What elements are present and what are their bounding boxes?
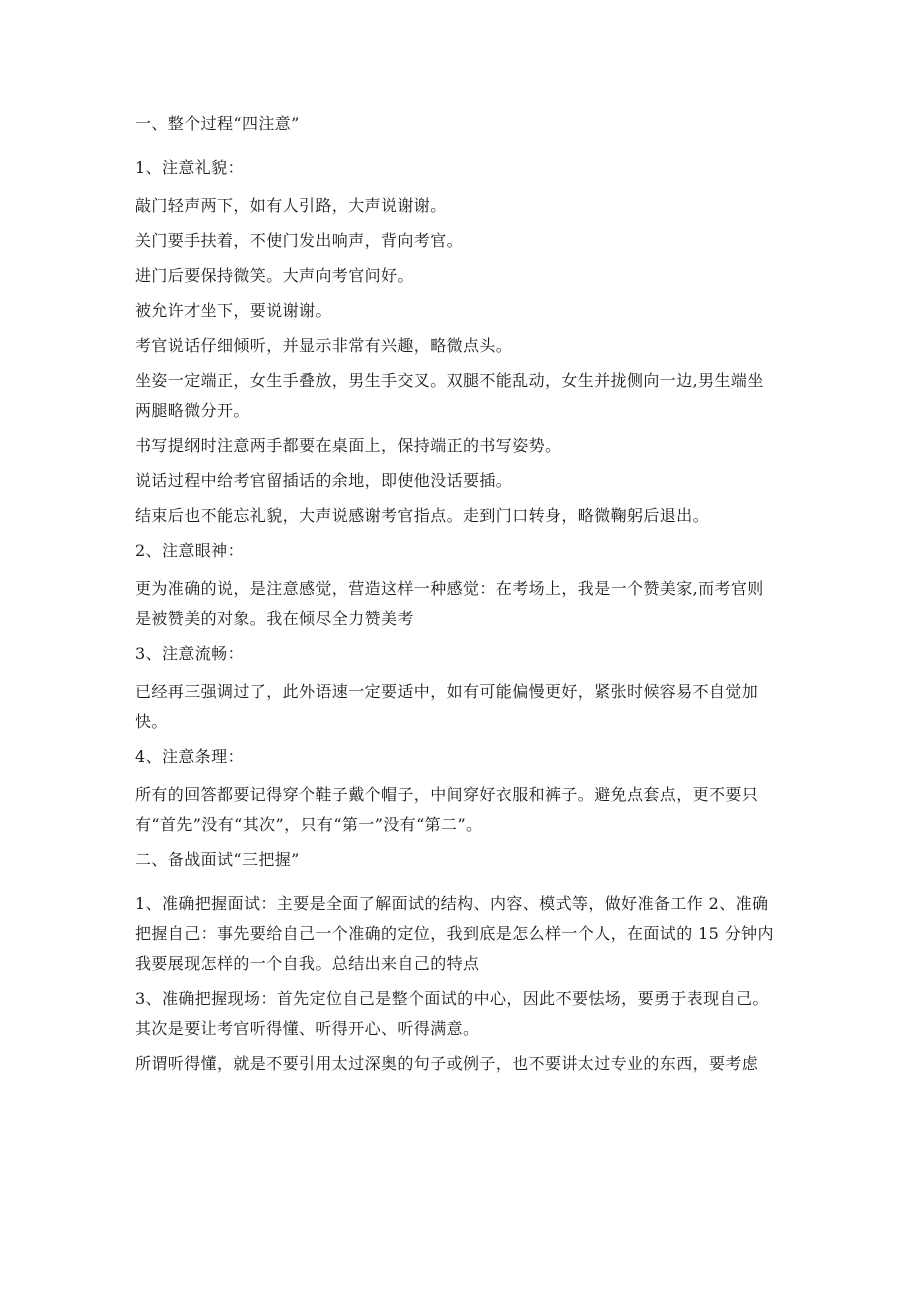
text-line: 所有的回答都要记得穿个鞋子戴个帽子，中间穿好衣服和裤子。避免点套点，更不要只 (135, 785, 759, 804)
text-line: 我要展现怎样的一个自我。总结出来自己的特点 (135, 954, 480, 973)
text-line: 结束后也不能忘礼貌，大声说感谢考官指点。走到门口转身，略微鞠躬后退出。 (135, 506, 710, 525)
subheading-eyes: 2、注意眼神： (135, 541, 244, 560)
text-line: 进门后要保持微笑。大声向考官问好。 (135, 266, 414, 285)
text-line: 把握自己：事先要给自己一个准确的定位，我到底是怎么样一个人，在面试的 15 分钟内 (135, 924, 774, 943)
text-line: 考官说话仔细倾听，并显示非常有兴趣，略微点头。 (135, 336, 513, 355)
text-line: 说话过程中给考官留插话的余地，即使他没话要插。 (135, 471, 513, 490)
text-line: 是被赞美的对象。我在倾尽全力赞美考 (135, 609, 414, 628)
section-heading-1: 一、整个过程“四注意” (135, 114, 300, 133)
text-line: 有“首先”没有“其次”，只有“第一”没有“第二”。 (135, 815, 483, 834)
text-line: 快。 (135, 712, 168, 731)
document-body (135, 114, 805, 1089)
text-line: 3、准确把握现场：首先定位自己是整个面试的中心，因此不要怯场，要勇于表现自己。 (135, 989, 769, 1008)
text-line: 更为准确的说，是注意感觉，营造这样一种感觉：在考场上，我是一个赞美家,而考官则 (135, 579, 764, 598)
text-line: 1、准确把握面试：主要是全面了解面试的结构、内容、模式等，做好准备工作 2、准确 (135, 894, 769, 913)
text-line: 被允许才坐下，要说谢谢。 (135, 301, 332, 320)
text-line: 已经再三强调过了，此外语速一定要适中，如有可能偏慢更好，紧张时候容易不自觉加 (135, 682, 759, 701)
text-line: 所谓听得懂，就是不要引用太过深奥的句子或例子，也不要讲太过专业的东西，要考虑 (135, 1054, 759, 1073)
subheading-politeness: 1、注意礼貌： (135, 158, 244, 177)
text-line: 书写提纲时注意两手都要在桌面上，保持端正的书写姿势。 (135, 436, 562, 455)
subheading-fluency: 3、注意流畅： (135, 644, 244, 663)
text-line: 其次是要让考官听得懂、听得开心、听得满意。 (135, 1019, 480, 1038)
text-line: 两腿略微分开。 (135, 401, 250, 420)
text-line: 敲门轻声两下，如有人引路，大声说谢谢。 (135, 196, 447, 215)
subheading-organization: 4、注意条理： (135, 747, 244, 766)
section-heading-2: 二、备战面试“三把握” (135, 850, 300, 869)
text-line: 关门要手扶着，不使门发出响声，背向考官。 (135, 231, 464, 250)
text-line: 坐姿一定端正，女生手叠放，男生手交叉。双腿不能乱动，女生并拢侧向一边,男生端坐 (135, 371, 764, 390)
